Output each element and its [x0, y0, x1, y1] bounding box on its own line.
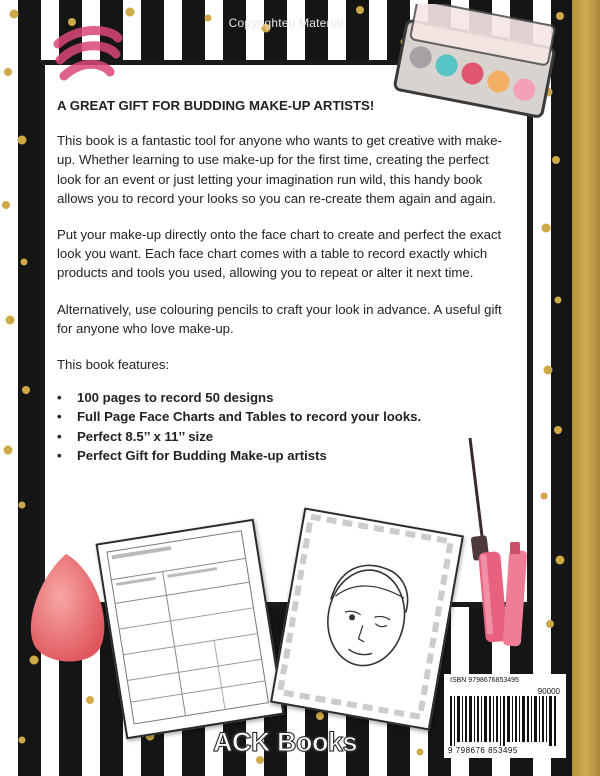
copyright-watermark: Copyrighted Material — [228, 16, 344, 30]
blurb-paragraph-4: This book features: — [57, 357, 170, 373]
feature-list — [57, 388, 515, 465]
blurb-paragraph-1: This book is a fantastic tool for anyone who wants to get creative with make-up. Whether learning to use make-up for the first time, creating the perfect look for an event or just letting your imagination run wild, this handy book allows you to record your looks so you can re-create them again and again. — [57, 133, 502, 206]
lipstick-swatch-icon — [50, 24, 126, 86]
feature-item: • 100 pages to record 50 designs — [77, 388, 515, 407]
table-grid-icon — [98, 522, 278, 733]
product-table-sheet — [95, 519, 284, 740]
face-chart-sheet — [270, 507, 464, 730]
barcode-bars-icon — [450, 696, 560, 746]
lip-gloss-wand-icon — [452, 432, 536, 652]
price-code: 90000 — [537, 687, 560, 696]
feature-item: • Perfect 8.5’’ x 11’’ size — [77, 427, 515, 446]
barcode-number: 9 798676 853495 — [448, 746, 518, 755]
feature-item: • Full Page Face Charts and Tables to record your looks. — [77, 407, 515, 426]
face-outline-icon — [273, 510, 458, 724]
feature-item: • Perfect Gift for Budding Make-up artists — [77, 446, 515, 465]
isbn-barcode — [444, 674, 566, 758]
isbn-label: ISBN 9798676853495 — [450, 677, 519, 684]
publisher-logo: ACK Books — [213, 727, 358, 757]
blurb-paragraph-3: Alternatively, use colouring pencils to craft your look in advance. A useful gift for anyone who love make-up. — [57, 301, 502, 336]
blurb-heading: A GREAT GIFT FOR BUDDING MAKE-UP ARTISTS! — [57, 98, 375, 113]
blurb-paragraph-2: Put your make-up directly onto the face chart to create and perfect the exact look you want. Each face chart comes with a table to record exactly which products and tools you used, allowing you to repeat or alter it next time. — [57, 227, 502, 281]
blurb-text — [57, 96, 515, 465]
